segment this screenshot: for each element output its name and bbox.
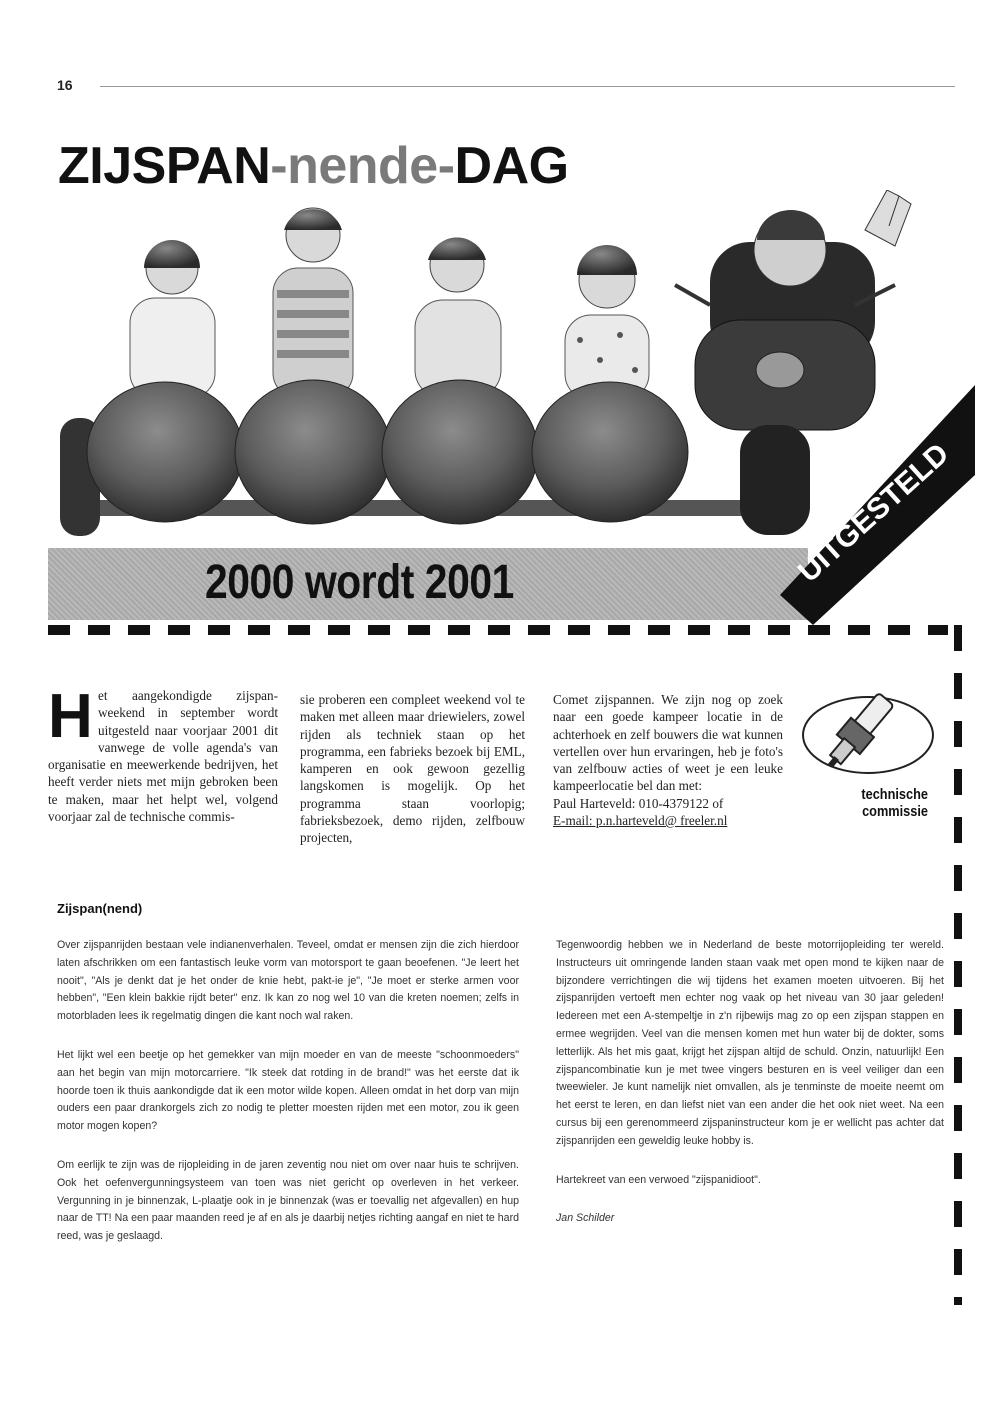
dashed-border-top (48, 625, 948, 635)
rider-2 (273, 208, 353, 398)
article-paragraph: Het lijkt wel een beetje op het gemekker van mijn moeder en van de meeste "schoonmoeders" aan het begin van mijn motorcarriere. "Ik steek dat rotding in de brand!" was het eerste dat ik hoorde toen ik thuis aankondigde dat ik een motor wilde kopen. Alleen omdat in het dorp van mijn ouders een paar drankorgels zich zo nodig te pletter moesten rijden met een motor, zou ik geen motor mogen kopen? (57, 1048, 519, 1133)
sidecar-pod-2 (235, 380, 391, 524)
page-title (58, 137, 569, 195)
stamp-text: UITGESTELD (791, 437, 956, 589)
header-rule (100, 86, 955, 87)
article-left-column (57, 937, 519, 1267)
committee-label-line1: technische (861, 786, 928, 803)
article-signoff: Hartekreet van een verwoed "zijspanidioot". (556, 1173, 761, 1186)
title-part1: ZIJSPAN (58, 137, 271, 195)
email-link[interactable]: E-mail: p.n.harteveld@ freeler.nl (553, 813, 728, 829)
article-right-column (556, 937, 944, 1249)
article-heading: Zijspan(nend) (57, 901, 143, 916)
sidecar-pod-1 (87, 382, 243, 522)
intro-column-1 (48, 682, 278, 825)
title-part2: -nende- (270, 137, 455, 195)
article-paragraph: Tegenwoordig hebben we in Nederland de beste motorrijopleiding ter wereld. Instructeurs uit omringende landen staan vaak met open mond te kijken naar de bijzondere verrichtingen die wij tijdens het examen moeten uitvoeren. Bij het zijspanrijden vertoeft men echter nog vaak op het niveau van 30 jaar geleden! Iedereen met een A-stempeltje in z'n rijbewijs mag zo op een zijspan stappen en ermee wegrijden. Veel van die mensen komen met hun water bij de dokter, soms letterlijk. Als het mis gaat, krijgt het zijspan altijd de schuld. Onzin, natuurlijk! Een zijspancombinatie kun je met twee vingers besturen en is veel veiliger dan een tweewieler. Je kunt namelijk niet omvallen, als je tenminste de moeite neemt om het eerst te leren, en dan liefst niet van een ander die het ook niet weet. Na een cursus bij een gerenommeerd zijspaninstructeur kom je er wellicht pas achter dat zijspanrijden een geweldig leuke hobby is. (556, 939, 944, 1147)
banner-headline: 2000 wordt 2001 (205, 556, 514, 609)
intro-column-3 (553, 691, 783, 829)
dashed-border-right (954, 625, 962, 1305)
intro-column-2 (300, 691, 525, 847)
article-paragraph: Over zijspanrijden bestaan vele indianenverhalen. Teveel, omdat er mensen zijn die zich hierdoor laten afschrikken om een fantastisch leuke vorm van motorsport te gaan beoefenen. "Je leert het nooit", "Als je denkt dat je het onder de knie hebt, pakt-ie je", "Je moet er sterke armen voor hebben", "Een klein bakkie rijdt beter" enz. Ik kan zo nog wel 10 van die kreten noemen; zelfs in motorbladen lees ik regelmatig dingen die kant noch wal raken. (57, 939, 519, 1023)
committee-label-line2: commissie (862, 803, 928, 820)
article-author: Jan Schilder (556, 1212, 615, 1225)
committee-label (819, 786, 928, 820)
intro-text-3: Comet zijspannen. We zijn nog op zoek naar een goede kampeer locatie in de achterhoek en zelf bouwers die wat kunnen vertellen over hun ervaringen, heb je foto's van zelfbouw acties of weet je een leuke kampeerlocatie bel dan met: (553, 692, 783, 794)
page-number: 16 (57, 77, 73, 93)
contact-line: Paul Harteveld: 010-4379122 of (553, 795, 724, 811)
rider-3 (415, 238, 501, 398)
postponed-stamp (775, 360, 975, 630)
intro-text-1: et aangekondigde zijspan-weekend in september wordt uitgesteld naar voorjaar 2001 dit vanwege de volle agenda's van organisatie en meewerkende bedrijven, het heeft verder niets met mijn gebroken been te maken, maar het helpt wel, volgend voorjaar zal de technische commis- (48, 688, 278, 825)
rider-1 (130, 240, 215, 398)
rider-4 (565, 245, 649, 400)
drop-cap: H (48, 682, 93, 751)
intro-text-2: sie proberen een compleet weekend vol te maken met alleen maar driewielers, zowel rijden als techniek staan op het programma, een fabrieks bezoek bij EML, kamperen en ook gewoon gezellig langskomen is mogelijk. Op het programma staan voorlopig; fabrieksbezoek, demo rijden, zelfbouw projecten, (300, 692, 525, 846)
article-paragraph: Om eerlijk te zijn was de rijopleiding in de jaren zeventig nou niet om over naar huis te schrijven. Ook het oefenvergunningsysteem van toen was niet gericht op overleven in het verkeer. Vergunning in je binnenzak, L-plaatje ook in je binnenzak (was er toevallig net afgevallen) en hup naar de TT! Na een paar maanden reed je af en als je daarbij netjes richting aangaf en niet te hard reed, was je geslaagd. (57, 1158, 519, 1243)
sidecar-pod-3 (382, 380, 538, 524)
sidecar-pod-4 (532, 382, 688, 522)
title-part3: DAG (454, 137, 569, 195)
